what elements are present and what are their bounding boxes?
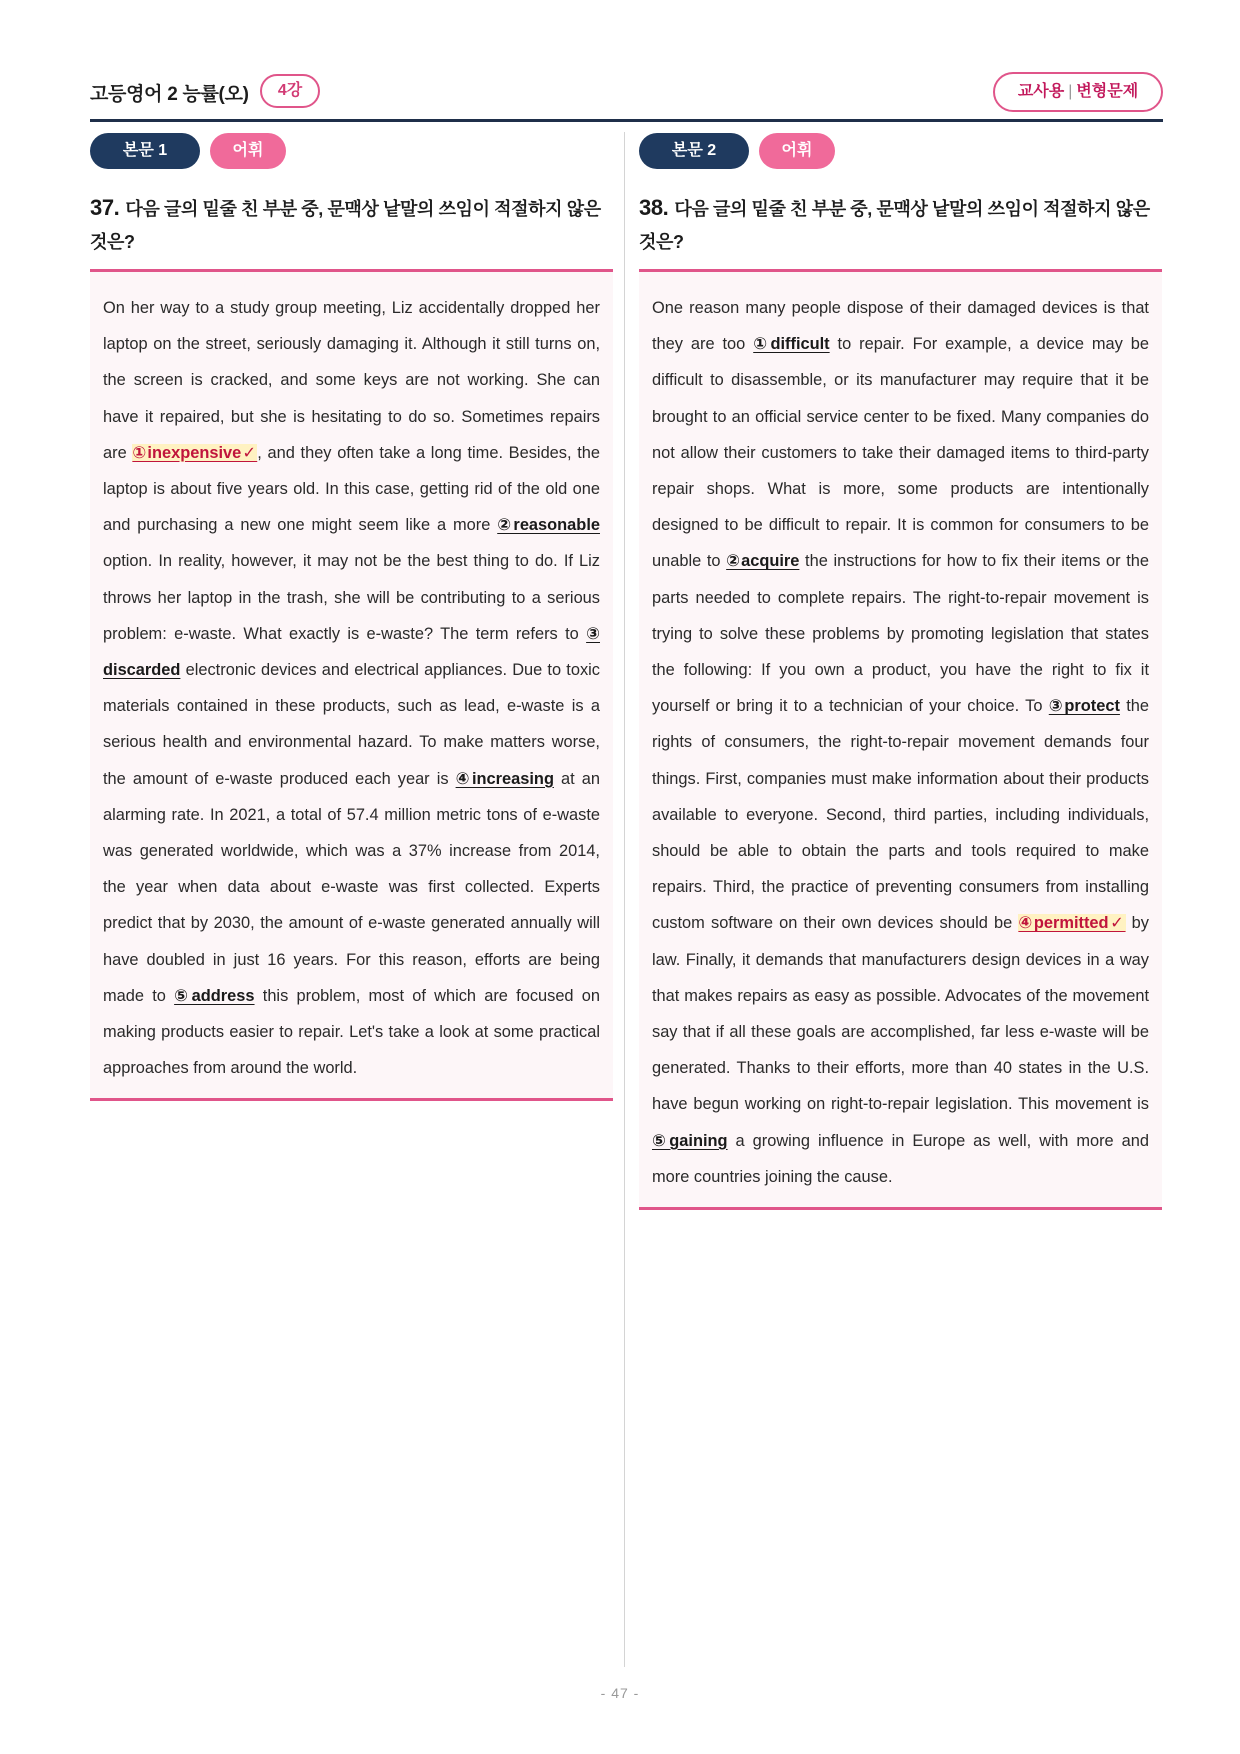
lesson-badge: 4강 xyxy=(260,74,320,108)
badge-separator: | xyxy=(1068,83,1073,100)
passage-text: , and they often take a long time. Besides, the laptop is about five years old. In this case, getting rid of the old one and purchasing a new one might seem like a more xyxy=(103,443,601,535)
section-tag: 본문 1 xyxy=(90,133,200,169)
left-column xyxy=(90,133,613,1101)
book-title: 고등영어 2 능률(오) xyxy=(90,84,249,105)
question-text: 다음 글의 밑줄 친 부분 중, 문맥상 낱말의 쓰임이 적절하지 않은 것은? xyxy=(639,199,1150,252)
choice-4: ④increasing xyxy=(455,769,554,788)
question-text: 다음 글의 밑줄 친 부분 중, 문맥상 낱말의 쓰임이 적절하지 않은 것은? xyxy=(90,199,601,252)
choice-1: ①difficult xyxy=(753,335,830,354)
choice-5: ⑤gaining xyxy=(652,1131,728,1150)
passage-text: electronic devices and electrical appliances. Due to toxic materials contained in these products, such as lead, e-waste is a serious health and environmental hazard. To make matters worse, the amount of e-waste produced each year is xyxy=(103,661,600,788)
section-tag: 본문 2 xyxy=(639,133,749,169)
choice-4-answer: ④permitted✓ xyxy=(1018,914,1126,933)
question-number: 38. xyxy=(639,195,669,220)
choice-2: ②reasonable xyxy=(497,516,600,535)
passage-37 xyxy=(90,272,613,1098)
category-tag: 어휘 xyxy=(759,133,835,169)
passage-text: this problem, most of which are focused on making products easier to repair. Let's take a look at some practical approaches from around the world. xyxy=(103,986,601,1078)
category-tag: 어휘 xyxy=(210,133,286,169)
passage-text: by law. Finally, it demands that manufacturers design devices in a way that makes repairs as easy as possible. Advocates of the movement say that if all these goals are accomplished, far less e-waste will be generated. Thanks to their efforts, more than 40 states in the U.S. have begun working on right-to-repair legislation. This movement is xyxy=(652,914,1149,1114)
audience-label: 교사용 xyxy=(1017,83,1065,100)
question-38 xyxy=(639,191,1162,259)
choice-1-answer: ①inexpensive✓ xyxy=(132,443,258,462)
question-number: 37. xyxy=(90,195,120,220)
passage-text: to repair. For example, a device may be difficult to disassemble, or its manufacturer may require that it be brought to an official service center to be fixed. Many companies do not allow their customers to take their damaged items to third-party repair shops. What is more, some products are intentionally designed to be difficult to repair. It is common for consumers to be unable to xyxy=(652,335,1149,571)
choice-2: ②acquire xyxy=(726,552,800,571)
passage-bottom-rule xyxy=(639,1207,1162,1210)
passage-text: One reason many people dispose of their damaged devices is that they are too xyxy=(652,299,1149,354)
passage-text: at an alarming rate. In 2021, a total of 57.4 million metric tons of e-waste was generated worldwide, which was a 37% increase from 2014, the year when data about e-waste was first collected. Experts predict that by 2030, the amount of e-waste generated annually will have doubled in just 16 years. For this reason, efforts are being made to xyxy=(103,769,600,1005)
passage-text: On her way to a study group meeting, Liz accidentally dropped her laptop on the street, seriously damaging it. Although it still turns on, the screen is cracked, and some keys are not working. She can have it repaired, but she is hesitating to do so. Sometimes repairs are xyxy=(103,299,600,462)
choice-5: ⑤address xyxy=(174,986,255,1005)
passage-text: the rights of consumers, the right-to-repair movement demands four things. First, companies must make information about their products available to everyone. Second, third parties, including individuals, should be able to obtain the parts and tools required to make repairs. Third, the practice of preventing consumers from installing custom software on their own devices should be xyxy=(652,697,1149,933)
right-column xyxy=(639,133,1162,1210)
passage-text: option. In reality, however, it may not be the best thing to do. If Liz throws her laptop in the trash, she will be contributing to a serious problem: e-waste. What exactly is e-waste? The term refers to xyxy=(103,552,600,643)
left-tag-row xyxy=(90,133,613,169)
passage-text: a growing influence in Europe as well, with more and more countries joining the cause. xyxy=(652,1131,1149,1186)
passage-38 xyxy=(639,272,1162,1207)
page-number: - 47 - xyxy=(600,1685,640,1701)
header-rule xyxy=(90,119,1163,122)
question-type-label: 변형문제 xyxy=(1076,83,1139,100)
choice-3: ③protect xyxy=(1048,697,1120,716)
right-tag-row xyxy=(639,133,1162,169)
column-divider xyxy=(624,132,625,1667)
worksheet-type-badge xyxy=(993,72,1163,112)
passage-bottom-rule xyxy=(90,1098,613,1101)
question-37 xyxy=(90,191,613,259)
passage-text: the instructions for how to fix their items or the parts needed to complete repairs. The right-to-repair movement is trying to solve these problems by promoting legislation that states the following: If you own a product, you have the right to fix it yourself or bring it to a technician of your choice. To xyxy=(652,552,1149,716)
choice-3: ③ discarded xyxy=(103,624,600,680)
